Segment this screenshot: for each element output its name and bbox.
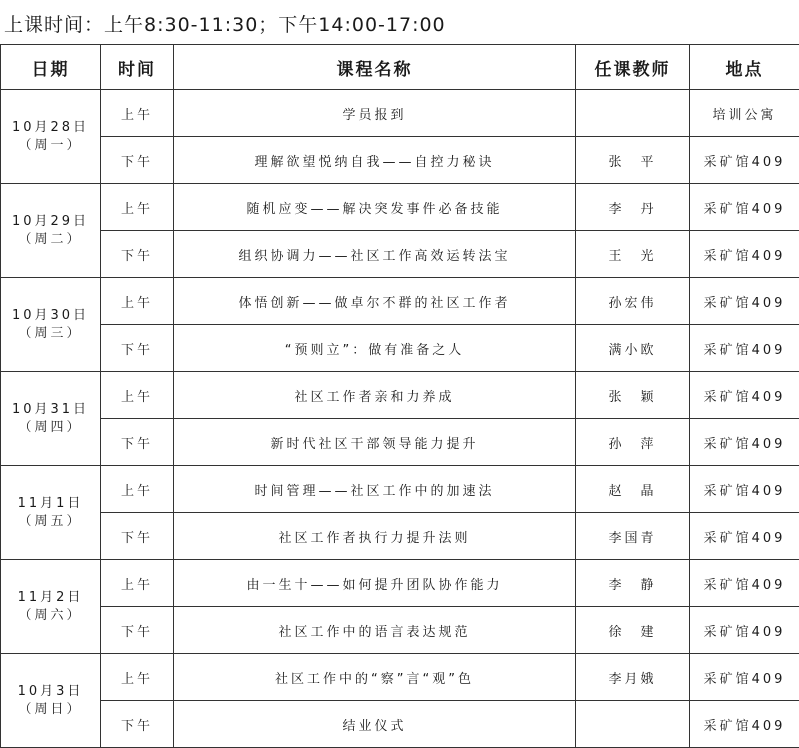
period-cell: 下午 bbox=[101, 231, 174, 278]
weekday-label: （周二） bbox=[1, 231, 100, 249]
period-cell: 下午 bbox=[101, 325, 174, 372]
weekday-label: （周五） bbox=[1, 513, 100, 531]
table-row bbox=[1, 137, 799, 184]
teacher-cell: 李月娥 bbox=[576, 654, 690, 701]
class-hours-heading: 上课时间：上午8:30-11:30；下午14:00-17:00 bbox=[4, 10, 446, 37]
date-label: 10月29日 bbox=[1, 213, 100, 231]
teacher-cell: 赵 晶 bbox=[576, 466, 690, 513]
table-row bbox=[1, 278, 799, 325]
schedule-table bbox=[0, 44, 799, 748]
period-cell: 上午 bbox=[101, 278, 174, 325]
location-cell: 采矿馆409 bbox=[690, 654, 799, 701]
course-cell: “预则立”：做有准备之人 bbox=[174, 325, 576, 372]
table-row bbox=[1, 654, 799, 701]
location-cell: 采矿馆409 bbox=[690, 231, 799, 278]
teacher-cell bbox=[576, 90, 690, 137]
table-row bbox=[1, 90, 799, 137]
table-row bbox=[1, 325, 799, 372]
date-label: 10月30日 bbox=[1, 307, 100, 325]
teacher-cell: 张 平 bbox=[576, 137, 690, 184]
teacher-cell: 满小欧 bbox=[576, 325, 690, 372]
weekday-label: （周一） bbox=[1, 137, 100, 155]
location-cell: 采矿馆409 bbox=[690, 607, 799, 654]
course-cell: 体悟创新——做卓尔不群的社区工作者 bbox=[174, 278, 576, 325]
teacher-cell bbox=[576, 701, 690, 748]
course-cell: 学员报到 bbox=[174, 90, 576, 137]
period-cell: 上午 bbox=[101, 654, 174, 701]
location-cell: 采矿馆409 bbox=[690, 278, 799, 325]
teacher-cell: 李 丹 bbox=[576, 184, 690, 231]
course-cell: 社区工作中的“察”言“观”色 bbox=[174, 654, 576, 701]
table-row bbox=[1, 184, 799, 231]
teacher-cell: 徐 建 bbox=[576, 607, 690, 654]
course-cell: 随机应变——解决突发事件必备技能 bbox=[174, 184, 576, 231]
period-cell: 下午 bbox=[101, 137, 174, 184]
table-row bbox=[1, 466, 799, 513]
period-cell: 下午 bbox=[101, 701, 174, 748]
table-row bbox=[1, 513, 799, 560]
table-row bbox=[1, 560, 799, 607]
period-cell: 下午 bbox=[101, 419, 174, 466]
location-cell: 采矿馆409 bbox=[690, 466, 799, 513]
location-cell: 采矿馆409 bbox=[690, 513, 799, 560]
header-location: 地点 bbox=[690, 45, 799, 90]
location-cell: 采矿馆409 bbox=[690, 419, 799, 466]
teacher-cell: 李国青 bbox=[576, 513, 690, 560]
date-label: 10月3日 bbox=[1, 683, 100, 701]
table-row bbox=[1, 701, 799, 748]
course-cell: 时间管理——社区工作中的加速法 bbox=[174, 466, 576, 513]
date-cell bbox=[1, 372, 101, 466]
course-cell: 结业仪式 bbox=[174, 701, 576, 748]
header-period: 时间 bbox=[101, 45, 174, 90]
date-cell bbox=[1, 466, 101, 560]
location-cell: 采矿馆409 bbox=[690, 325, 799, 372]
date-cell bbox=[1, 560, 101, 654]
location-cell: 采矿馆409 bbox=[690, 372, 799, 419]
header-row bbox=[1, 45, 799, 90]
location-cell: 采矿馆409 bbox=[690, 701, 799, 748]
date-cell bbox=[1, 90, 101, 184]
date-cell bbox=[1, 278, 101, 372]
course-cell: 社区工作者执行力提升法则 bbox=[174, 513, 576, 560]
period-cell: 上午 bbox=[101, 466, 174, 513]
date-cell bbox=[1, 184, 101, 278]
table-row bbox=[1, 372, 799, 419]
teacher-cell: 孙宏伟 bbox=[576, 278, 690, 325]
period-cell: 上午 bbox=[101, 560, 174, 607]
header-teacher: 任课教师 bbox=[576, 45, 690, 90]
course-cell: 由一生十——如何提升团队协作能力 bbox=[174, 560, 576, 607]
table-row bbox=[1, 231, 799, 278]
period-cell: 下午 bbox=[101, 607, 174, 654]
teacher-cell: 孙 萍 bbox=[576, 419, 690, 466]
date-cell bbox=[1, 654, 101, 748]
table-row bbox=[1, 607, 799, 654]
course-cell: 社区工作中的语言表达规范 bbox=[174, 607, 576, 654]
header-course: 课程名称 bbox=[174, 45, 576, 90]
date-label: 10月31日 bbox=[1, 401, 100, 419]
course-cell: 理解欲望悦纳自我——自控力秘诀 bbox=[174, 137, 576, 184]
location-cell: 采矿馆409 bbox=[690, 184, 799, 231]
course-cell: 新时代社区干部领导能力提升 bbox=[174, 419, 576, 466]
weekday-label: （周日） bbox=[1, 701, 100, 719]
period-cell: 下午 bbox=[101, 513, 174, 560]
weekday-label: （周三） bbox=[1, 325, 100, 343]
teacher-cell: 张 颖 bbox=[576, 372, 690, 419]
course-cell: 社区工作者亲和力养成 bbox=[174, 372, 576, 419]
table-row bbox=[1, 419, 799, 466]
course-cell: 组织协调力——社区工作高效运转法宝 bbox=[174, 231, 576, 278]
date-label: 11月2日 bbox=[1, 589, 100, 607]
location-cell: 采矿馆409 bbox=[690, 560, 799, 607]
date-label: 10月28日 bbox=[1, 119, 100, 137]
schedule-body bbox=[1, 90, 799, 748]
weekday-label: （周四） bbox=[1, 419, 100, 437]
period-cell: 上午 bbox=[101, 184, 174, 231]
weekday-label: （周六） bbox=[1, 607, 100, 625]
teacher-cell: 李 静 bbox=[576, 560, 690, 607]
header-date: 日期 bbox=[1, 45, 101, 90]
location-cell: 培训公寓 bbox=[690, 90, 799, 137]
location-cell: 采矿馆409 bbox=[690, 137, 799, 184]
period-cell: 上午 bbox=[101, 90, 174, 137]
date-label: 11月1日 bbox=[1, 495, 100, 513]
teacher-cell: 王 光 bbox=[576, 231, 690, 278]
period-cell: 上午 bbox=[101, 372, 174, 419]
